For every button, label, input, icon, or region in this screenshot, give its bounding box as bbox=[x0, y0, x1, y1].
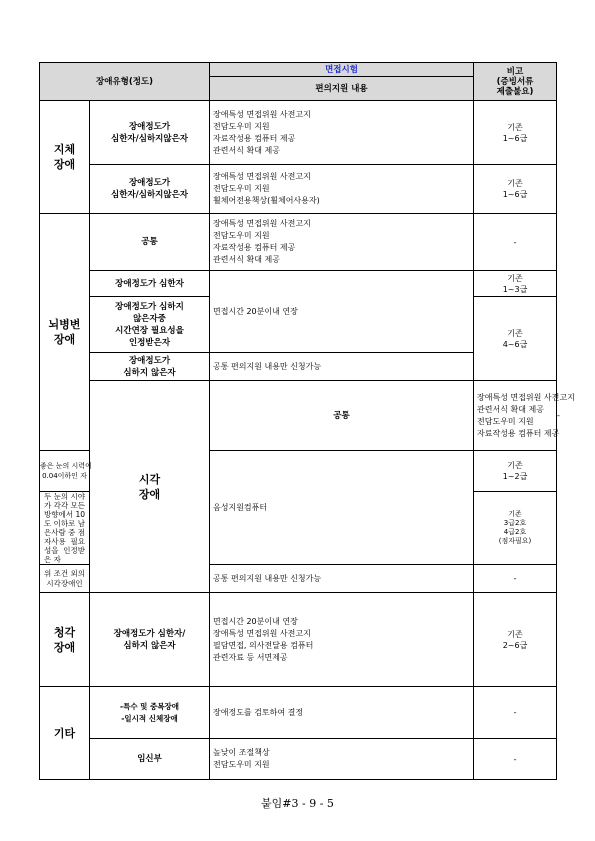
sub-label: 공통 bbox=[141, 237, 158, 247]
category-brain bbox=[40, 214, 90, 451]
brain-common-content bbox=[210, 214, 474, 271]
content-line: 장애특성 면접위원 사전고지 bbox=[213, 172, 311, 181]
header-support-label: 편의지원 내용 bbox=[315, 83, 368, 94]
content-line: 전담도우미 지원 bbox=[213, 184, 270, 193]
content-line: 장애정도를 검토하여 결정 bbox=[213, 707, 304, 717]
visual-other-note bbox=[474, 565, 557, 593]
content-line: 높낮이 조절책상 bbox=[213, 748, 270, 757]
content-line: 공통 편의지원 내용만 신청가능 bbox=[213, 361, 322, 371]
content-line: 전담도우미 지원 bbox=[213, 121, 270, 131]
note-line: - bbox=[557, 411, 560, 420]
sub-label: 심한자/심하지않은자 bbox=[111, 133, 189, 144]
note-line: 기존 bbox=[508, 510, 522, 518]
content-line: 전담도우미 지원 bbox=[213, 231, 270, 240]
brain-common-sub bbox=[90, 214, 210, 271]
content-line: 장애특성 면접위원 사전고지 bbox=[213, 628, 311, 638]
note-line: 기존 bbox=[507, 179, 523, 188]
sub-label: 시간연장 필요성을 bbox=[115, 325, 184, 336]
other-sub-2 bbox=[90, 739, 210, 780]
sub-label: 장애정도가 심하지 bbox=[115, 301, 184, 312]
content-line: 관련서식 확대 제공 bbox=[213, 255, 280, 264]
content-line: 관련서식 확대 제공 bbox=[213, 145, 280, 155]
other-content-2 bbox=[210, 739, 474, 780]
header-note-line: 비고 bbox=[506, 66, 524, 77]
note-line: - bbox=[513, 237, 517, 247]
content-line: 전담도우미 지원 bbox=[477, 416, 534, 426]
visual-other-content bbox=[210, 565, 474, 593]
note-line: 2~6급 bbox=[502, 640, 528, 650]
category-label: 기타 bbox=[53, 726, 76, 740]
note-line: 기존 bbox=[507, 328, 523, 338]
brain-severe-sub bbox=[90, 271, 210, 297]
category-other bbox=[40, 687, 90, 780]
content-line: 휠체어전용책상(휠체어사용자) bbox=[213, 196, 320, 205]
category-label: 뇌병변 bbox=[48, 318, 81, 331]
brain-mild-content bbox=[210, 353, 474, 381]
brain-mild-note bbox=[474, 297, 557, 381]
content-line: 전담도우미 지원 bbox=[213, 760, 270, 769]
brain-common-note bbox=[474, 214, 557, 271]
note-line: 1~6급 bbox=[502, 133, 528, 143]
note-line: 기존 bbox=[507, 273, 523, 283]
sub-label: 않은자중 bbox=[133, 313, 166, 324]
content-line: 면접시간 20분이내 연장 bbox=[213, 616, 298, 626]
sub-label: 임신부 bbox=[137, 754, 162, 764]
visual-voice-content bbox=[210, 451, 474, 565]
other-note-2 bbox=[474, 739, 557, 780]
category-physical bbox=[40, 101, 90, 214]
other-content-1 bbox=[210, 687, 474, 739]
content-line: 장애특성 면접위원 사전고지 bbox=[213, 219, 311, 228]
visual-other-sub bbox=[40, 565, 90, 593]
brain-time-content bbox=[210, 271, 474, 353]
category-label: 장애 bbox=[53, 158, 76, 171]
content-line: 면접시간 20분이내 연장 bbox=[213, 306, 298, 316]
category-label: 시각 bbox=[138, 472, 161, 486]
sub-label: -일시적 신체장애 bbox=[121, 713, 178, 723]
visual-acuity-sub bbox=[40, 451, 90, 492]
page-footer: 붙임#3 - 9 - 5 bbox=[261, 797, 334, 810]
brain-mild-sub bbox=[90, 353, 210, 381]
note-line: 1~3급 bbox=[502, 284, 528, 294]
note-line: - bbox=[513, 708, 517, 717]
note-line: 1~2급 bbox=[502, 472, 528, 481]
sub-label: 심한자/심하지않은자 bbox=[111, 190, 189, 200]
content-line: 관련자료 등 서면제공 bbox=[213, 652, 288, 662]
category-label: 장애 bbox=[138, 487, 161, 501]
visual-common-sub bbox=[210, 381, 474, 451]
note-line: 4~6급 bbox=[502, 339, 528, 349]
category-label: 장애 bbox=[53, 333, 76, 346]
content-line: 음성지원컴퓨터 bbox=[213, 502, 268, 512]
physical-sub-1 bbox=[90, 101, 210, 165]
content-line: 자료작성용 컴퓨터 제공 bbox=[477, 428, 560, 438]
sub-label: 장애정도가 bbox=[128, 178, 171, 188]
visual-acuity-note bbox=[474, 451, 557, 492]
note-line: - bbox=[513, 754, 517, 764]
sub-label: -특수 및 중복장애 bbox=[119, 701, 180, 711]
header-type-label: 장애유형(정도) bbox=[95, 76, 154, 87]
physical-note-1 bbox=[474, 101, 557, 165]
header-note-line: 제출불요) bbox=[496, 86, 534, 97]
note-line: 기존 bbox=[507, 122, 523, 132]
physical-note-2 bbox=[474, 165, 557, 214]
note-line: 4급2호 bbox=[503, 528, 527, 536]
physical-sub-2 bbox=[90, 165, 210, 214]
hearing-sub bbox=[90, 593, 210, 687]
sub-label: 장애정도가 bbox=[128, 121, 171, 132]
category-label: 지체 bbox=[53, 143, 76, 156]
header-exam bbox=[210, 63, 474, 77]
content-line: 필담면접, 의사전달용 컴퓨터 bbox=[213, 640, 314, 650]
category-label: 청각 bbox=[53, 625, 76, 639]
header-note bbox=[474, 63, 557, 101]
sub-label: 위 조건 외의 시각장애인 bbox=[44, 568, 85, 588]
sub-label: 장애정도가 bbox=[128, 355, 171, 366]
content-line: 장애특성 면접위원 사전고지 bbox=[477, 392, 575, 402]
brain-extended-sub bbox=[90, 297, 210, 353]
sub-label: 두 눈의 시야가 각각 모든 방향에서 10도 이하로 남은사람 중 점자사용 필요성을 인정받은 자 bbox=[44, 492, 85, 564]
content-line: 공통 편의지원 내용만 신청가능 bbox=[213, 573, 322, 583]
category-label: 장애 bbox=[53, 640, 76, 654]
note-line: 기존 bbox=[507, 461, 523, 470]
physical-content-1 bbox=[210, 101, 474, 165]
note-line: 3급2호 bbox=[503, 519, 527, 527]
other-sub-1 bbox=[90, 687, 210, 739]
sub-label: 심하지 않은자 bbox=[123, 640, 176, 651]
sub-label: 장애정도가 심한자/ bbox=[113, 628, 186, 639]
sub-label: 좋은 눈의 시력이 bbox=[40, 462, 92, 470]
sub-label: 공통 bbox=[333, 410, 350, 421]
category-hearing bbox=[40, 593, 90, 687]
header-exam-label: 면접시험 bbox=[325, 64, 358, 75]
content-line: 자료작성용 컴퓨터 제공 bbox=[213, 133, 296, 143]
category-visual bbox=[90, 381, 210, 593]
header-type bbox=[40, 63, 210, 101]
support-table bbox=[39, 62, 575, 780]
note-line: 1~6급 bbox=[502, 190, 528, 199]
note-line: - bbox=[513, 574, 517, 583]
content-line: 장애특성 면접위원 사전고지 bbox=[213, 109, 311, 119]
content-line: 자료작성용 컴퓨터 제공 bbox=[213, 243, 296, 252]
visual-common-content bbox=[474, 381, 575, 451]
note-line: (점자필요) bbox=[498, 537, 532, 545]
other-note-1 bbox=[474, 687, 557, 739]
sub-label: 장애정도가 심한자 bbox=[115, 278, 184, 289]
hearing-note bbox=[474, 593, 557, 687]
visual-field-note bbox=[474, 492, 557, 565]
note-line: 기존 bbox=[507, 629, 523, 639]
content-line: 관련서식 확대 제공 bbox=[477, 404, 544, 414]
hearing-content bbox=[210, 593, 474, 687]
sub-label: 심하지 않은자 bbox=[123, 367, 176, 378]
visual-field-sub bbox=[40, 492, 90, 565]
sub-label: 인정받은자 bbox=[128, 337, 171, 348]
physical-content-2 bbox=[210, 165, 474, 214]
sub-label: 0.04이하인 자 bbox=[42, 472, 87, 480]
brain-severe-note bbox=[474, 271, 557, 297]
header-support bbox=[210, 77, 474, 101]
header-note-line: (증빙서류 bbox=[496, 76, 534, 87]
